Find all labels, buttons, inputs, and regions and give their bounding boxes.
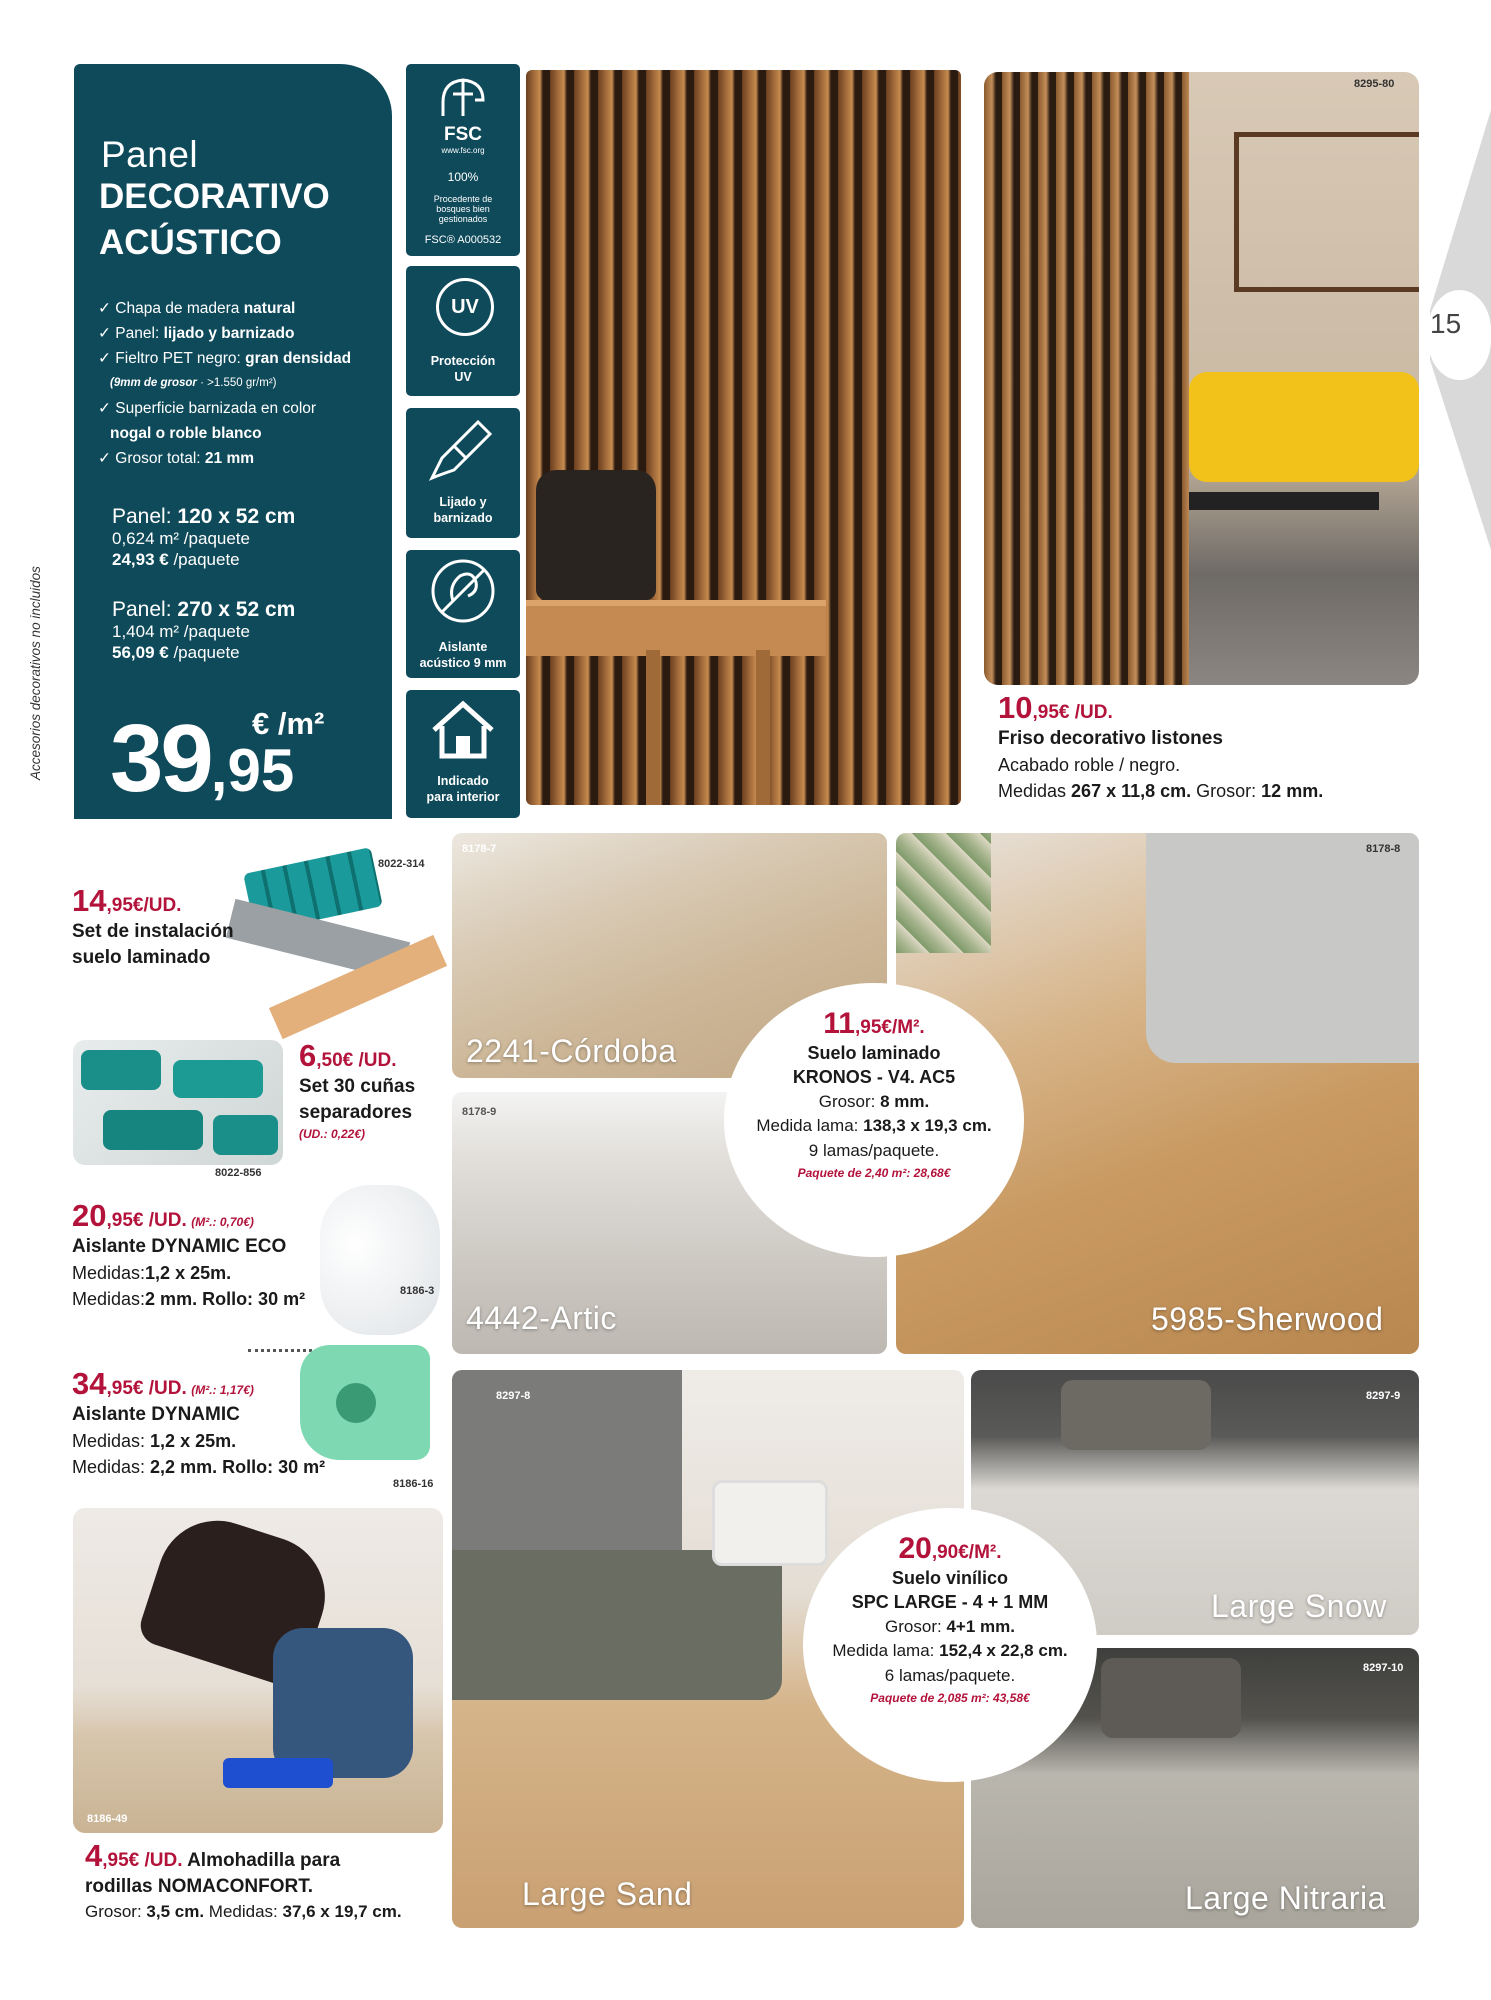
friso-price: 10,95€ /UD. — [998, 690, 1113, 725]
bed-body — [452, 1550, 782, 1700]
floor-label: Large Snow — [1211, 1588, 1387, 1624]
floor-ref: 8297-9 — [1366, 1390, 1401, 1402]
friso-finish: Acabado roble / negro. — [998, 754, 1181, 775]
aislante-dynamic-m1: Medidas: 1,2 x 25m. — [72, 1430, 237, 1451]
vinilico-grosor: Grosor: 4+1 mm. — [885, 1616, 1015, 1636]
bed-head — [452, 1370, 682, 1550]
floor-ref: 8297-10 — [1363, 1662, 1404, 1674]
aislante-eco-roll — [320, 1185, 440, 1335]
floor-ref: 8297-8 — [496, 1390, 531, 1402]
feature-item: ✓ Superficie barnizada en color — [98, 400, 317, 417]
wedge — [81, 1050, 161, 1090]
bench-leg — [756, 650, 770, 805]
aislante-dynamic-price: 34,95€ /UD. (M².: 1,17€) — [72, 1366, 254, 1401]
floor-label: Large Nitraria — [1185, 1880, 1386, 1916]
cunas-unit-price: (UD.: 0,22€) — [299, 1127, 366, 1142]
shelf — [1234, 132, 1419, 292]
table — [1189, 492, 1379, 510]
paintbrush-icon — [428, 414, 498, 484]
cunas-name: Set 30 cuñas — [299, 1076, 416, 1097]
panel-title-bold-1: DECORATIVO — [99, 177, 330, 216]
art-panel — [896, 833, 991, 953]
laminado-pack-price: Paquete de 2,40 m²: 28,68€ — [797, 1165, 951, 1180]
cunas-ref: 8022-856 — [215, 1167, 262, 1179]
wedge — [173, 1060, 263, 1098]
vinilico-name: Suelo vinílico — [891, 1568, 1009, 1588]
bag — [536, 470, 656, 600]
fsc-code: FSC® A000532 — [424, 234, 502, 246]
rodillera-info — [85, 1838, 455, 1924]
knee-pad — [223, 1758, 333, 1788]
floor-ref: 8178-7 — [462, 843, 497, 855]
feature-item: nogal o roble blanco — [110, 425, 262, 442]
page-tab — [1420, 110, 1491, 550]
aislante-dynamic-info — [72, 1366, 325, 1480]
vinilico-lama: Medida lama: 152,4 x 22,8 cm. — [832, 1641, 1068, 1661]
feature-item: (9mm de grosor · >1.550 gr/m²) — [110, 377, 277, 389]
panel-feature-list — [74, 296, 392, 471]
laminado-pack: 9 lamas/paquete. — [808, 1140, 940, 1160]
panel-option-2: Panel: 270 x 52 cm 1,404 m² /paquete 56,09 € /paquete — [112, 598, 296, 662]
set-instalacion-price: 14,95€/UD. — [72, 883, 182, 918]
slat-panel-photo — [526, 70, 961, 805]
aislante-eco-ref: 8186-3 — [400, 1285, 435, 1297]
throw-blanket — [1101, 1658, 1241, 1738]
panel-title-bold-2: ACÚSTICO — [99, 223, 282, 262]
person-legs — [273, 1628, 413, 1778]
feature-item: ✓ Grosor total: 21 mm — [98, 450, 255, 467]
vinilico-price: 20,90€/M². — [898, 1532, 1002, 1565]
rodillera-name: rodillas NOMACONFORT. — [85, 1876, 314, 1897]
fsc-line: gestionados — [438, 214, 488, 224]
roll-core — [336, 1383, 376, 1423]
uv-line: UV — [454, 370, 472, 384]
cunas-name: separadores — [299, 1101, 413, 1123]
floor-label: 5985-Sherwood — [1151, 1301, 1384, 1337]
bed — [1146, 833, 1419, 1063]
bench-leg — [646, 650, 660, 805]
aislante-eco-price: 20,95€ /UD. (M².: 0,70€) — [72, 1198, 254, 1233]
fsc-line: bosques bien — [436, 204, 490, 214]
set-instalacion-name: suelo laminado — [72, 946, 211, 968]
friso-info — [998, 690, 1418, 804]
vinilico-name: SPC LARGE - 4 + 1 MM — [851, 1592, 1049, 1613]
panel-price: 39,95 — [110, 705, 295, 812]
laminado-info-circle — [726, 985, 1022, 1255]
friso-measures: Medidas 267 x 11,8 cm. Grosor: 12 mm. — [998, 780, 1324, 801]
aislante-eco-m1: Medidas:1,2 x 25m. — [72, 1262, 232, 1283]
panel-title-light: Panel — [101, 134, 199, 175]
panel-info-card — [74, 64, 392, 819]
aislante-line: Aislante — [438, 640, 488, 654]
house-icon — [428, 698, 498, 762]
wedge — [103, 1110, 203, 1150]
interior-line: Indicado — [437, 774, 489, 788]
rodillera-price-name: 4,95€ /UD. Almohadilla para — [85, 1838, 341, 1873]
fsc-tree-icon — [433, 72, 493, 122]
sofa — [1189, 372, 1419, 482]
aislante-eco-m2: Medidas:2 mm. Rollo: 30 m² — [72, 1288, 306, 1309]
friso-photo — [984, 72, 1419, 685]
throw-blanket — [1061, 1380, 1211, 1450]
rodillera-ref: 8186-49 — [87, 1813, 128, 1825]
interior-badge — [406, 690, 520, 818]
fsc-badge — [406, 64, 520, 256]
uv-line: Protección — [430, 354, 496, 368]
laminado-grosor: Grosor: 8 mm. — [818, 1091, 930, 1111]
aislante-line: acústico 9 mm — [419, 656, 507, 670]
lijado-line: Lijado y — [439, 495, 487, 509]
aislante-badge — [406, 550, 520, 678]
floor-label: 2241-Córdoba — [466, 1033, 677, 1069]
cunas-price: 6,50€ /UD. — [299, 1038, 397, 1073]
fsc-pct: 100% — [447, 170, 479, 184]
lijado-badge — [406, 408, 520, 538]
set-instalacion-name: Set de instalación — [72, 921, 234, 942]
cunas-info — [299, 1038, 415, 1143]
set-instalacion-image — [228, 850, 448, 1030]
aislante-dynamic-m2: Medidas: 2,2 mm. Rollo: 30 m² — [72, 1456, 326, 1477]
lijado-line: barnizado — [433, 511, 493, 525]
feature-item: ✓ Fieltro PET negro: gran densidad — [98, 350, 352, 367]
aislante-dynamic-ref: 8186-16 — [393, 1478, 434, 1490]
uv-icon: UV — [436, 278, 494, 336]
set-instalacion-info — [72, 883, 234, 970]
side-note: Accesorios decorativos no incluidos — [28, 566, 43, 780]
vinilico-info-circle — [805, 1510, 1095, 1780]
page-number: 15 — [1430, 308, 1462, 339]
friso-slats — [984, 72, 1189, 685]
laminado-lama: Medida lama: 138,3 x 19,3 cm. — [756, 1116, 992, 1136]
uv-badge — [406, 266, 520, 396]
rodillera-photo — [73, 1508, 443, 1833]
fsc-line: Procedente de — [433, 194, 493, 204]
panel-price-unit: € /m² — [252, 706, 325, 741]
aislante-eco-info — [72, 1198, 305, 1312]
floor-ref: 8178-9 — [462, 1106, 497, 1118]
interior-line: para interior — [426, 790, 500, 804]
rodillera-measures: Grosor: 3,5 cm. Medidas: 37,6 x 19,7 cm. — [85, 1901, 402, 1921]
laminado-name: Suelo laminado — [807, 1043, 941, 1063]
aislante-dynamic-name: Aislante DYNAMIC — [72, 1404, 240, 1425]
floor-ref: 8178-8 — [1366, 843, 1401, 855]
floor-label: Large Sand — [522, 1876, 693, 1912]
fsc-logo-text: FSC — [444, 124, 482, 145]
vinilico-pack-price: Paquete de 2,085 m²: 43,58€ — [870, 1690, 1030, 1705]
aislante-eco-name: Aislante DYNAMIC ECO — [72, 1236, 287, 1257]
cunas-photo — [73, 1040, 283, 1165]
feature-item: ✓ Panel: lijado y barnizado — [98, 325, 295, 342]
fsc-site: www.fsc.org — [441, 146, 485, 155]
feature-item: ✓ Chapa de madera natural — [98, 300, 296, 317]
friso-name: Friso decorativo listones — [998, 728, 1223, 749]
no-sound-icon — [428, 556, 498, 626]
vinilico-pack: 6 lamas/paquete. — [884, 1665, 1016, 1685]
friso-ref: 8295-80 — [1354, 78, 1395, 90]
bench — [526, 600, 826, 656]
laminado-name: KRONOS - V4. AC5 — [792, 1067, 956, 1088]
floor-label: 4442-Artic — [466, 1300, 617, 1336]
set-instalacion-ref: 8022-314 — [378, 858, 425, 870]
panel-option-1: Panel: 120 x 52 cm 0,624 m² /paquete 24,93 € /paquete — [112, 505, 296, 569]
wedge — [213, 1115, 278, 1155]
laminado-price: 11,95€/M². — [823, 1007, 925, 1040]
